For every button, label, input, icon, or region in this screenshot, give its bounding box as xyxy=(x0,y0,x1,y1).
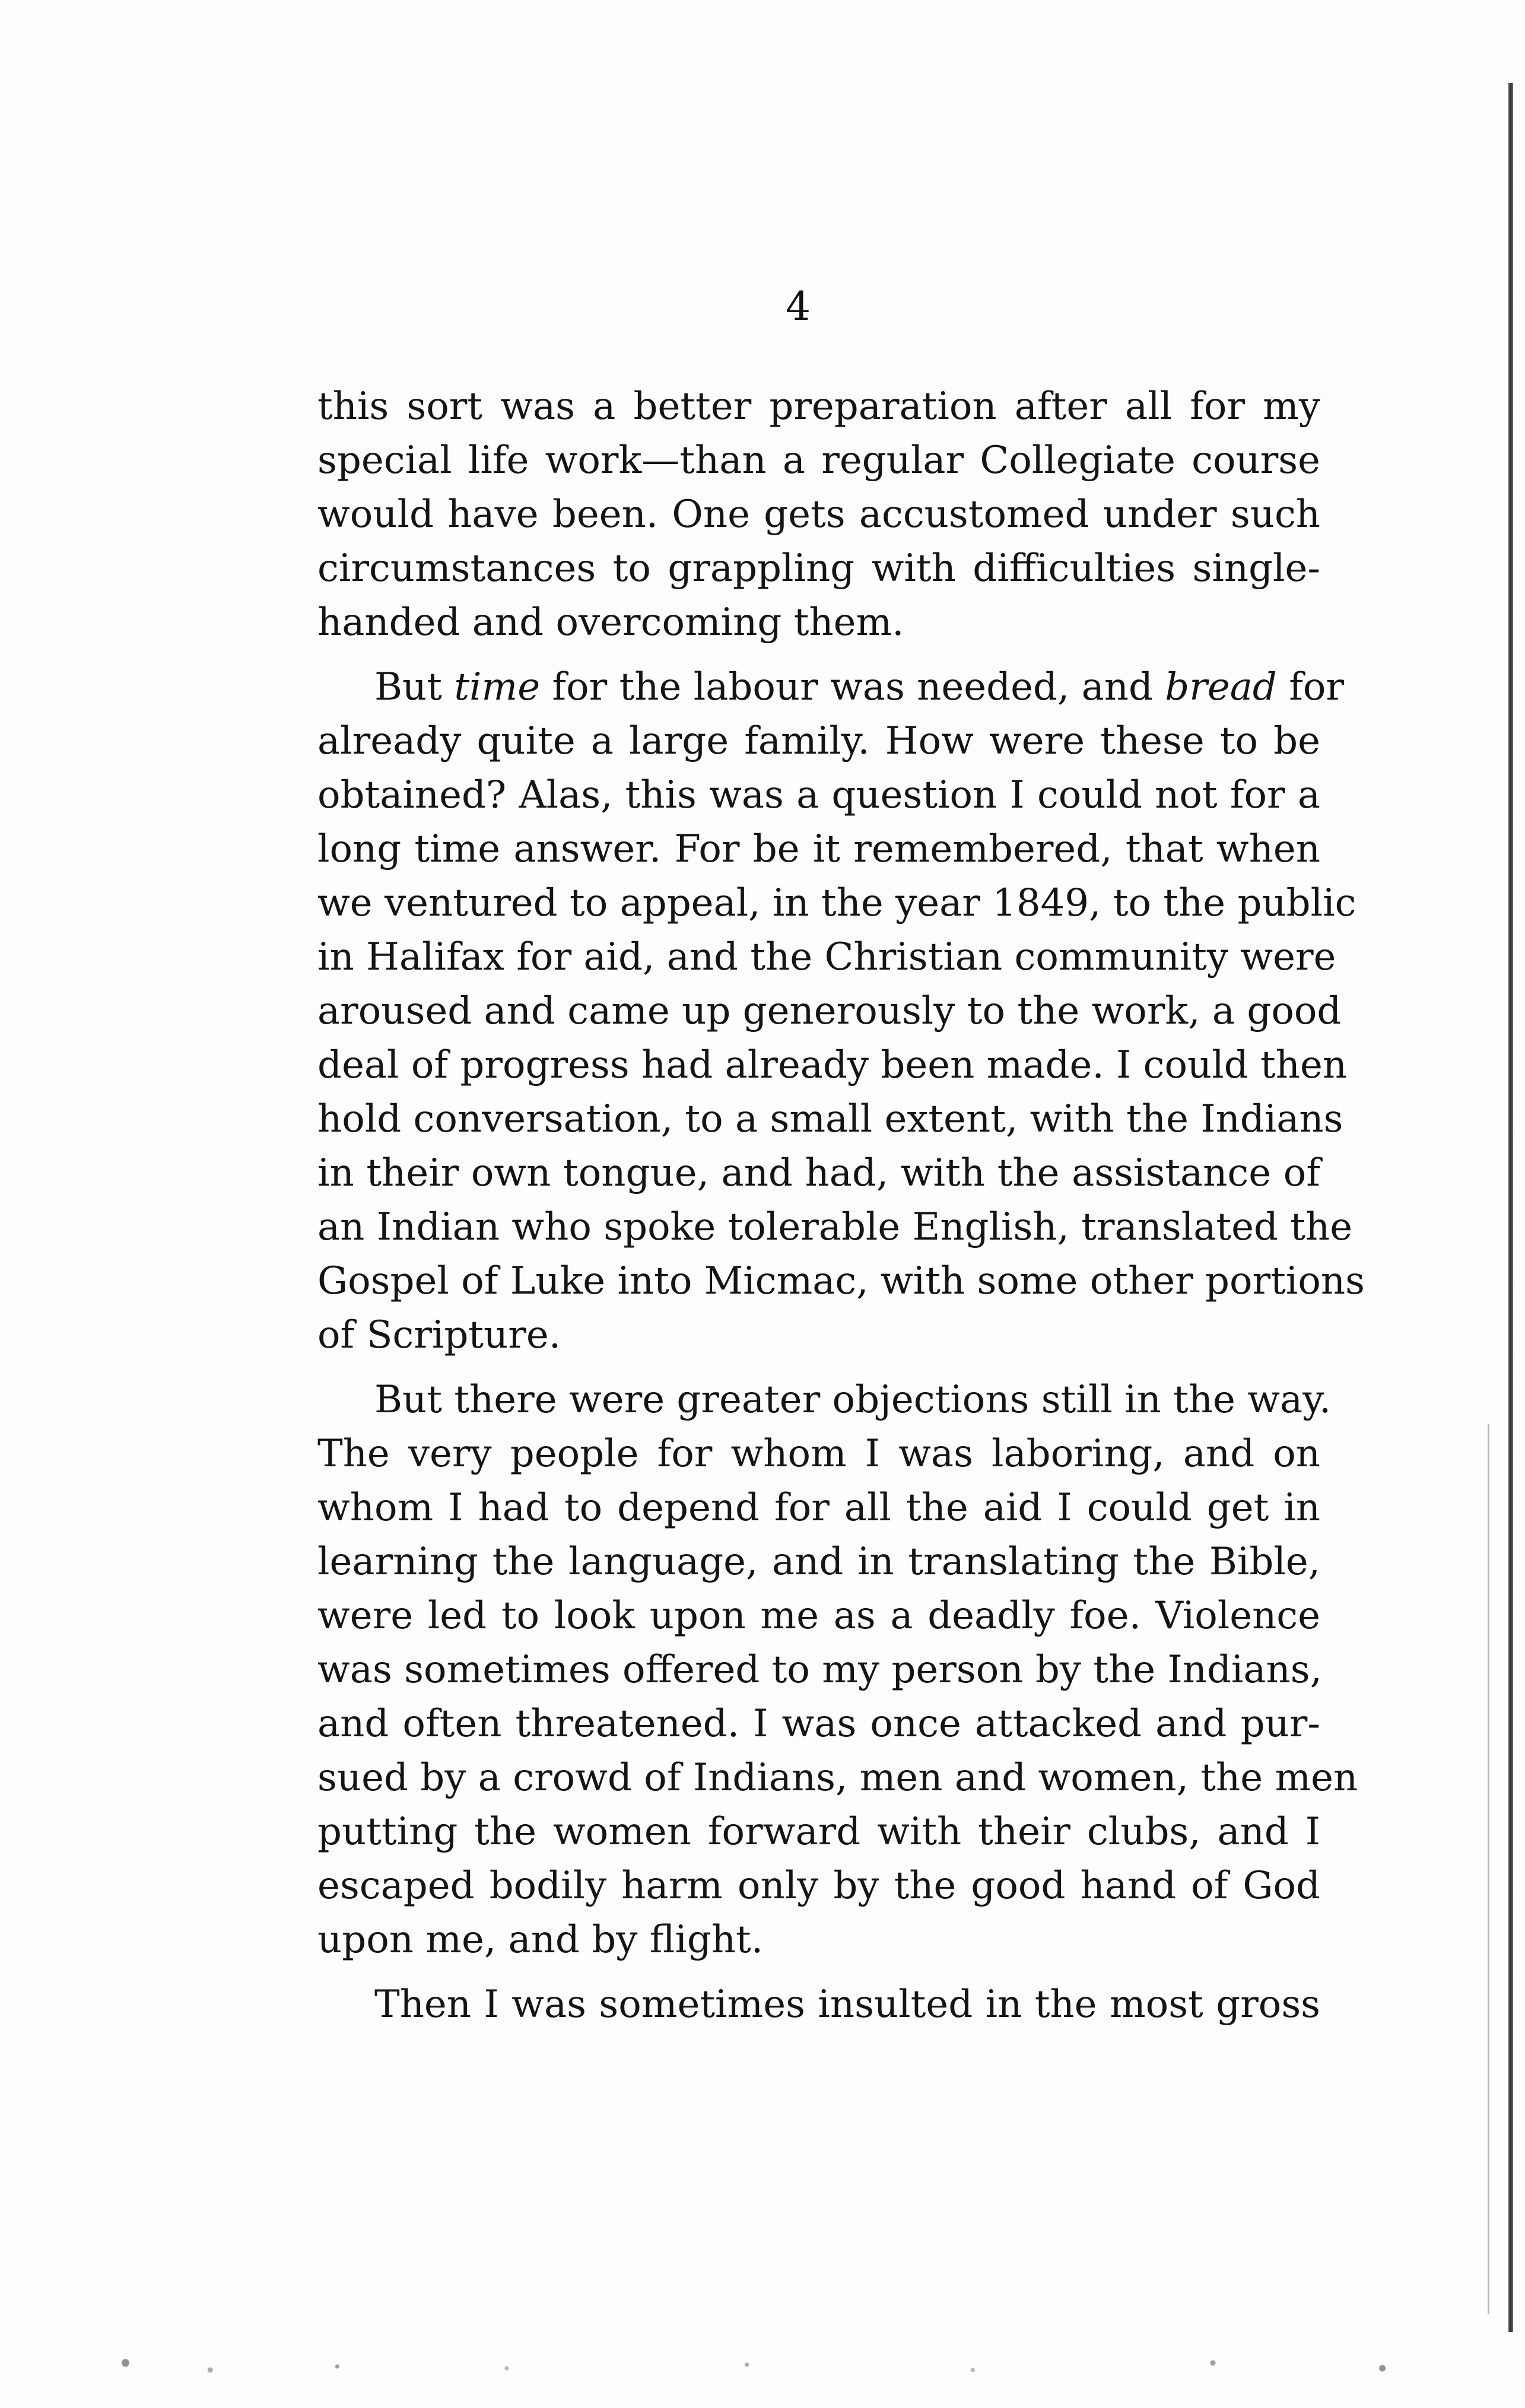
text-line: and often threatened. I was once attacked and pur- xyxy=(317,1702,1320,1746)
text-line: in their own tongue, and had, with the assistance of xyxy=(317,1151,1320,1195)
text-line: long time answer. For be it remembered, that when xyxy=(317,827,1320,871)
text-line-with-emphasis: But time for the labour was needed, and bread for xyxy=(374,665,1344,709)
text-line: circumstances to grappling with difficulties single- xyxy=(317,547,1320,590)
text-line: Then I was sometimes insulted in the most gross xyxy=(374,1983,1320,2026)
paragraph-3 xyxy=(317,1373,1358,1967)
paragraph-1 xyxy=(317,380,1320,650)
paragraph-2 xyxy=(317,660,1365,1362)
text-line: in Halifax for aid, and the Christian community were xyxy=(317,935,1336,979)
text-line: putting the women forward with their clubs, and I xyxy=(317,1810,1320,1854)
text-line: upon me, and by flight. xyxy=(317,1918,764,1962)
text-line: was sometimes offered to my person by the Indians, xyxy=(317,1648,1322,1692)
text-line: sued by a crowd of Indians, men and women, the men xyxy=(317,1756,1358,1800)
emphasized-word: bread xyxy=(1165,665,1277,709)
text-line: But there were greater objections still in the way. xyxy=(374,1378,1332,1422)
text-line: handed and overcoming them. xyxy=(317,601,904,644)
emphasized-word: time xyxy=(454,665,541,709)
body-text xyxy=(317,380,1365,2042)
text-line: this sort was a better preparation after all for my xyxy=(317,385,1320,428)
text-line: obtained? Alas, this was a question I could not for a xyxy=(317,773,1320,817)
text-line: were led to look upon me as a deadly foe. Violence xyxy=(317,1594,1320,1638)
text-line: learning the language, and in translating the Bible, xyxy=(317,1540,1320,1584)
page-binding-edge xyxy=(1508,83,1513,2332)
text-line: whom I had to depend for all the aid I could get in xyxy=(317,1486,1320,1530)
text-line: Gospel of Luke into Micmac, with some other portions xyxy=(317,1259,1365,1303)
text-line: already quite a large family. How were these to be xyxy=(317,719,1320,763)
page-number: 4 xyxy=(786,284,811,329)
text-line: The very people for whom I was laboring, and on xyxy=(317,1432,1320,1476)
text-line: deal of progress had already been made. I could then xyxy=(317,1043,1348,1087)
text-line: we ventured to appeal, in the year 1849, to the public xyxy=(317,881,1356,925)
text-line: would have been. One gets accustomed under such xyxy=(317,493,1320,536)
text-line: hold conversation, to a small extent, with the Indians xyxy=(317,1097,1343,1141)
text-line: escaped bodily harm only by the good hand of God xyxy=(317,1864,1320,1908)
text-line: special life work—than a regular Collegiate course xyxy=(317,439,1320,482)
text-line: an Indian who spoke tolerable English, translated the xyxy=(317,1205,1353,1249)
text-line: aroused and came up generously to the work, a good xyxy=(317,989,1342,1033)
page-binding-shadow xyxy=(1488,1424,1489,2314)
paragraph-4 xyxy=(317,1978,1320,2032)
text-line: of Scripture. xyxy=(317,1313,561,1357)
scan-noise xyxy=(83,2349,1495,2384)
